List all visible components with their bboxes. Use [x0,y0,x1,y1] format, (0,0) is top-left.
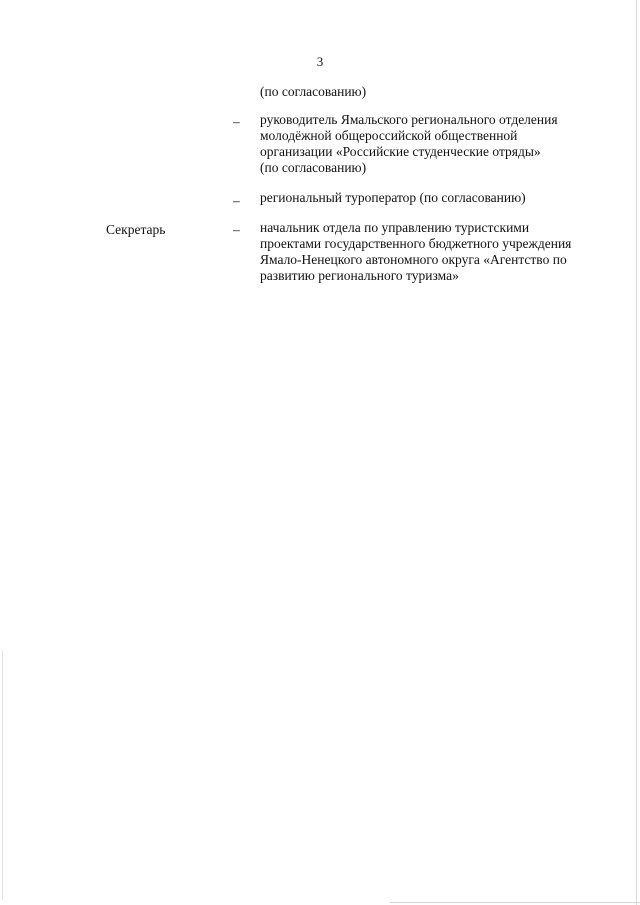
entry-line: развитию регионального туризма» [260,268,459,283]
secretary-role-label: Секретарь [106,222,166,237]
entry-line: молодёжной общероссийской общественной [260,128,518,143]
entry-dash: – [233,114,240,129]
page-number: 3 [316,54,324,69]
entry-dash: – [233,193,240,208]
continuation-note: (по согласованию) [260,84,367,99]
scan-edge-line [636,0,637,905]
entry-line: проектами государственного бюджетного учреждения [260,236,572,251]
entry-line: начальник отдела по управлению туристскими [260,220,530,235]
entry-dash: – [233,222,240,237]
entry-line: организации «Российские студенческие отряды» [260,144,541,159]
scan-edge-line [2,650,3,900]
entry-line: Ямало-Ненецкого автономного округа «Агентство по [260,252,567,267]
scan-edge-line [390,902,640,903]
entry-line: руководитель Ямальского регионального отделения [260,112,558,127]
member-entry-tour-operator [260,190,610,206]
member-entry-student-brigades [260,112,610,176]
entry-line: региональный туроператор (по согласованию) [260,190,526,205]
secretary-entry [260,220,610,284]
entry-line: (по согласованию) [260,160,367,175]
